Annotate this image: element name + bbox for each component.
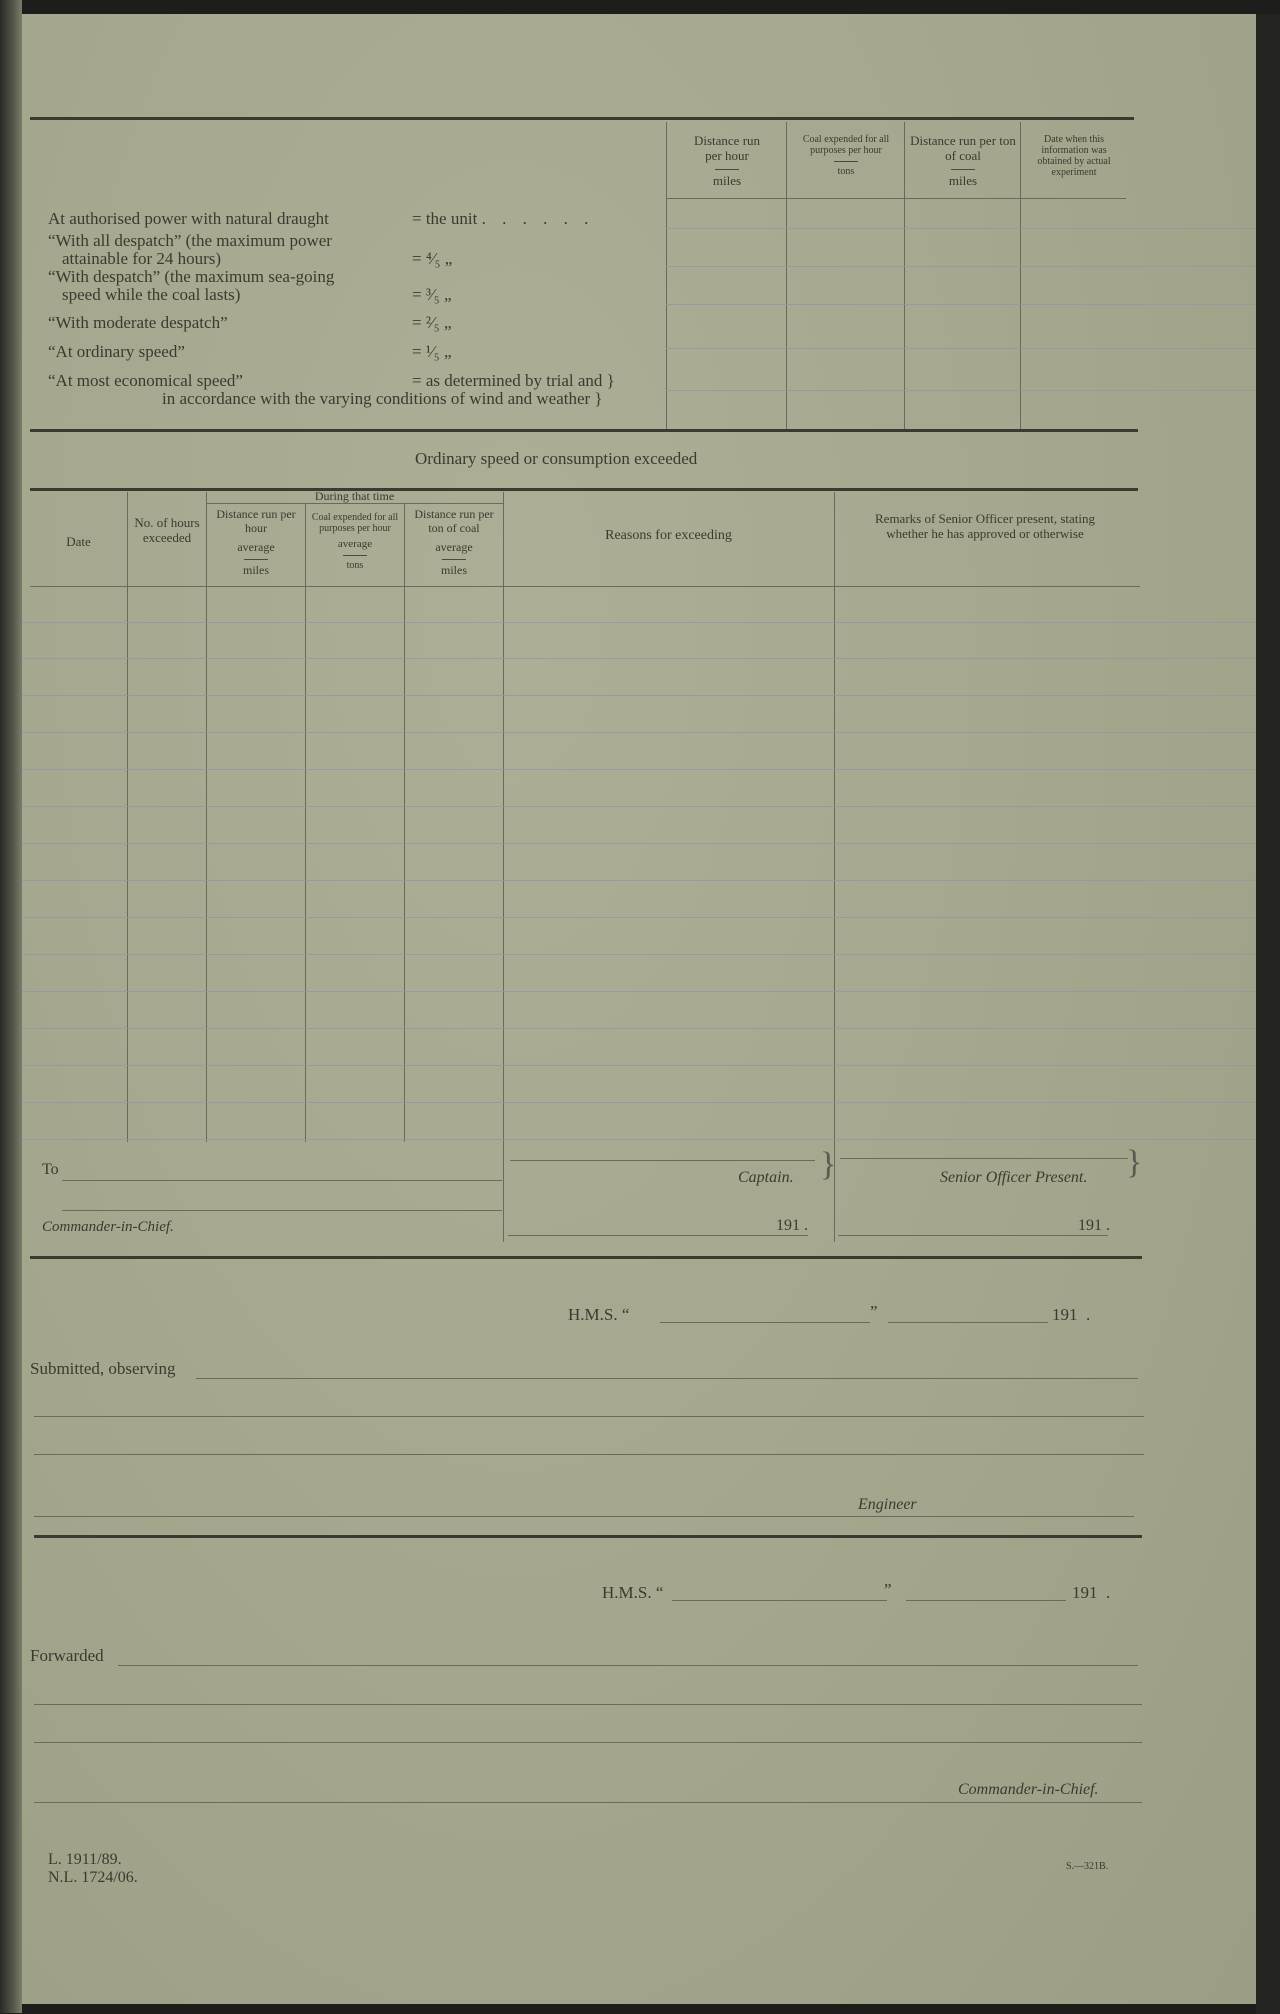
form-number: S.—321B. [1066, 1861, 1109, 1872]
brace-icon: } [820, 1146, 837, 1183]
top-rule [30, 117, 1134, 120]
row-natural-draught: At authorised power with natural draught [48, 209, 329, 228]
submitted-line-2[interactable] [34, 1416, 1144, 1417]
col-hours-exceeded: No. of hours exceeded [134, 515, 200, 545]
ref-nl: N.L. 1724/06. [48, 1869, 138, 1886]
captain-year: 191 . [776, 1217, 808, 1234]
col-divider [503, 492, 504, 1242]
header-distance-per-ton: Distance run per ton of coal miles [910, 133, 1016, 188]
ruled-line [666, 304, 1256, 305]
forwarded-line-2[interactable] [34, 1704, 1142, 1705]
ruled-line [22, 806, 1256, 807]
section-title: Ordinary speed or consumption exceeded [415, 449, 698, 468]
date-line[interactable] [888, 1322, 1048, 1323]
lower-table-top-rule [30, 488, 1138, 491]
ruled-line [22, 658, 1256, 659]
col-remarks: Remarks of Senior Officer present, stating whether he has approved or otherwise [875, 511, 1095, 541]
row-despatch-value: = ³⁄₅ „ [412, 285, 452, 304]
commander-in-chief-label: Commander-in-Chief. [958, 1781, 1099, 1798]
section-rule [30, 1256, 1142, 1259]
forwarded-line-3[interactable] [34, 1742, 1142, 1743]
top-table-bottom-rule [30, 429, 1138, 432]
forward-year: 191 . [1072, 1583, 1111, 1602]
col-divider [786, 122, 787, 430]
header-underline [666, 198, 1126, 199]
row-all-despatch-value: = ⁴⁄₅ „ [412, 249, 453, 268]
forwarded-label: Forwarded [30, 1646, 104, 1665]
row-moderate-despatch: “With moderate despatch” [48, 313, 228, 332]
captain-date-line[interactable] [508, 1235, 808, 1236]
group-header-during-time: During that time [314, 489, 395, 503]
ruled-line [22, 769, 1256, 770]
ruled-line [22, 695, 1256, 696]
col-date: Date [66, 534, 91, 549]
row-economical-speed-line2: in accordance with the varying conditions of wind and weather } [162, 389, 603, 408]
ruled-line [666, 228, 1256, 229]
to-line[interactable] [62, 1180, 502, 1181]
ruled-line [666, 266, 1256, 267]
ruled-line [22, 622, 1256, 623]
col-divider [127, 492, 128, 1142]
captain-signature-line[interactable] [510, 1160, 815, 1161]
row-ordinary-speed: “At ordinary speed” [48, 342, 185, 361]
ruled-line [22, 1028, 1256, 1029]
col-reasons: Reasons for exceeding [605, 528, 732, 543]
col-divider [404, 504, 405, 1142]
col-divider [904, 122, 905, 430]
ship-name-line[interactable] [672, 1600, 887, 1601]
header-date-experiment: Date when this information was obtained by actual experiment [1037, 134, 1111, 178]
ruled-line [22, 1102, 1256, 1103]
header-underline [30, 586, 1140, 587]
row-all-despatch: “With all despatch” (the maximum power [48, 231, 332, 250]
col-divider [305, 504, 306, 1142]
ruled-line [22, 917, 1256, 918]
submitted-line[interactable] [196, 1378, 1138, 1379]
senior-officer-signature-line[interactable] [840, 1158, 1128, 1159]
book-binding [0, 0, 22, 2013]
captain-label: Captain. [738, 1169, 794, 1186]
engineer-year: 191 . [1052, 1305, 1091, 1324]
engineer-signature-line[interactable] [34, 1516, 1134, 1517]
commander-label: Commander-in-Chief. [42, 1219, 174, 1235]
row-ordinary-speed-value: = ¹⁄₅ „ [412, 342, 452, 361]
ruled-line [22, 1139, 1256, 1140]
commander-signature-line[interactable] [34, 1802, 1142, 1803]
date-line[interactable] [906, 1600, 1066, 1601]
row-despatch: “With despatch” (the maximum sea-going [48, 267, 335, 286]
engineer-label: Engineer [858, 1496, 917, 1513]
submitted-line-3[interactable] [34, 1454, 1144, 1455]
row-moderate-despatch-value: = ²⁄₅ „ [412, 313, 452, 332]
row-economical-speed-value: = as determined by trial and } [412, 371, 615, 390]
ruled-line [22, 843, 1256, 844]
section-rule [34, 1535, 1142, 1538]
ship-name-line[interactable] [660, 1322, 870, 1323]
col-divider [834, 492, 835, 1242]
col-coal-per-hour: Coal expended for all purposes per hour average tons [311, 512, 399, 572]
brace-icon: } [1126, 1144, 1143, 1181]
col-divider [206, 492, 207, 1142]
header-coal-per-hour: Coal expended for all purposes per hour tons [802, 134, 890, 177]
ruled-line [22, 954, 1256, 955]
ruled-line [22, 880, 1256, 881]
to-line-2[interactable] [62, 1210, 502, 1211]
senior-officer-label: Senior Officer Present. [940, 1169, 1088, 1186]
close-quote: ” [870, 1302, 878, 1321]
row-all-despatch-line2: attainable for 24 hours) [62, 249, 222, 268]
senior-officer-year: 191 . [1078, 1217, 1110, 1234]
ruled-line [22, 991, 1256, 992]
row-natural-draught-value: = the unit . . . . . . [412, 209, 595, 228]
col-distance-per-ton: Distance run per ton of coal average miles [414, 507, 494, 578]
senior-officer-date-line[interactable] [838, 1235, 1108, 1236]
to-label: To [42, 1161, 59, 1178]
row-despatch-line2: speed while the coal lasts) [62, 285, 241, 304]
submitted-label: Submitted, observing [30, 1359, 176, 1378]
close-quote: ” [884, 1580, 892, 1599]
page-edge [1256, 14, 1280, 2014]
ruled-line [22, 1065, 1256, 1066]
ruled-line [666, 348, 1256, 349]
col-distance-per-hour: Distance run per hour average miles [216, 507, 296, 578]
row-economical-speed: “At most economical speed” [48, 371, 243, 390]
header-distance-per-hour: Distance run per hour miles [693, 133, 761, 188]
ruled-line [22, 732, 1256, 733]
hms-label-2: H.M.S. “ [602, 1583, 664, 1602]
col-divider [666, 122, 667, 430]
hms-label-1: H.M.S. “ [568, 1305, 630, 1324]
col-divider [1020, 122, 1021, 430]
ref-l: L. 1911/89. [48, 1851, 122, 1868]
forwarded-line[interactable] [118, 1665, 1138, 1666]
ruled-line [666, 390, 1256, 391]
